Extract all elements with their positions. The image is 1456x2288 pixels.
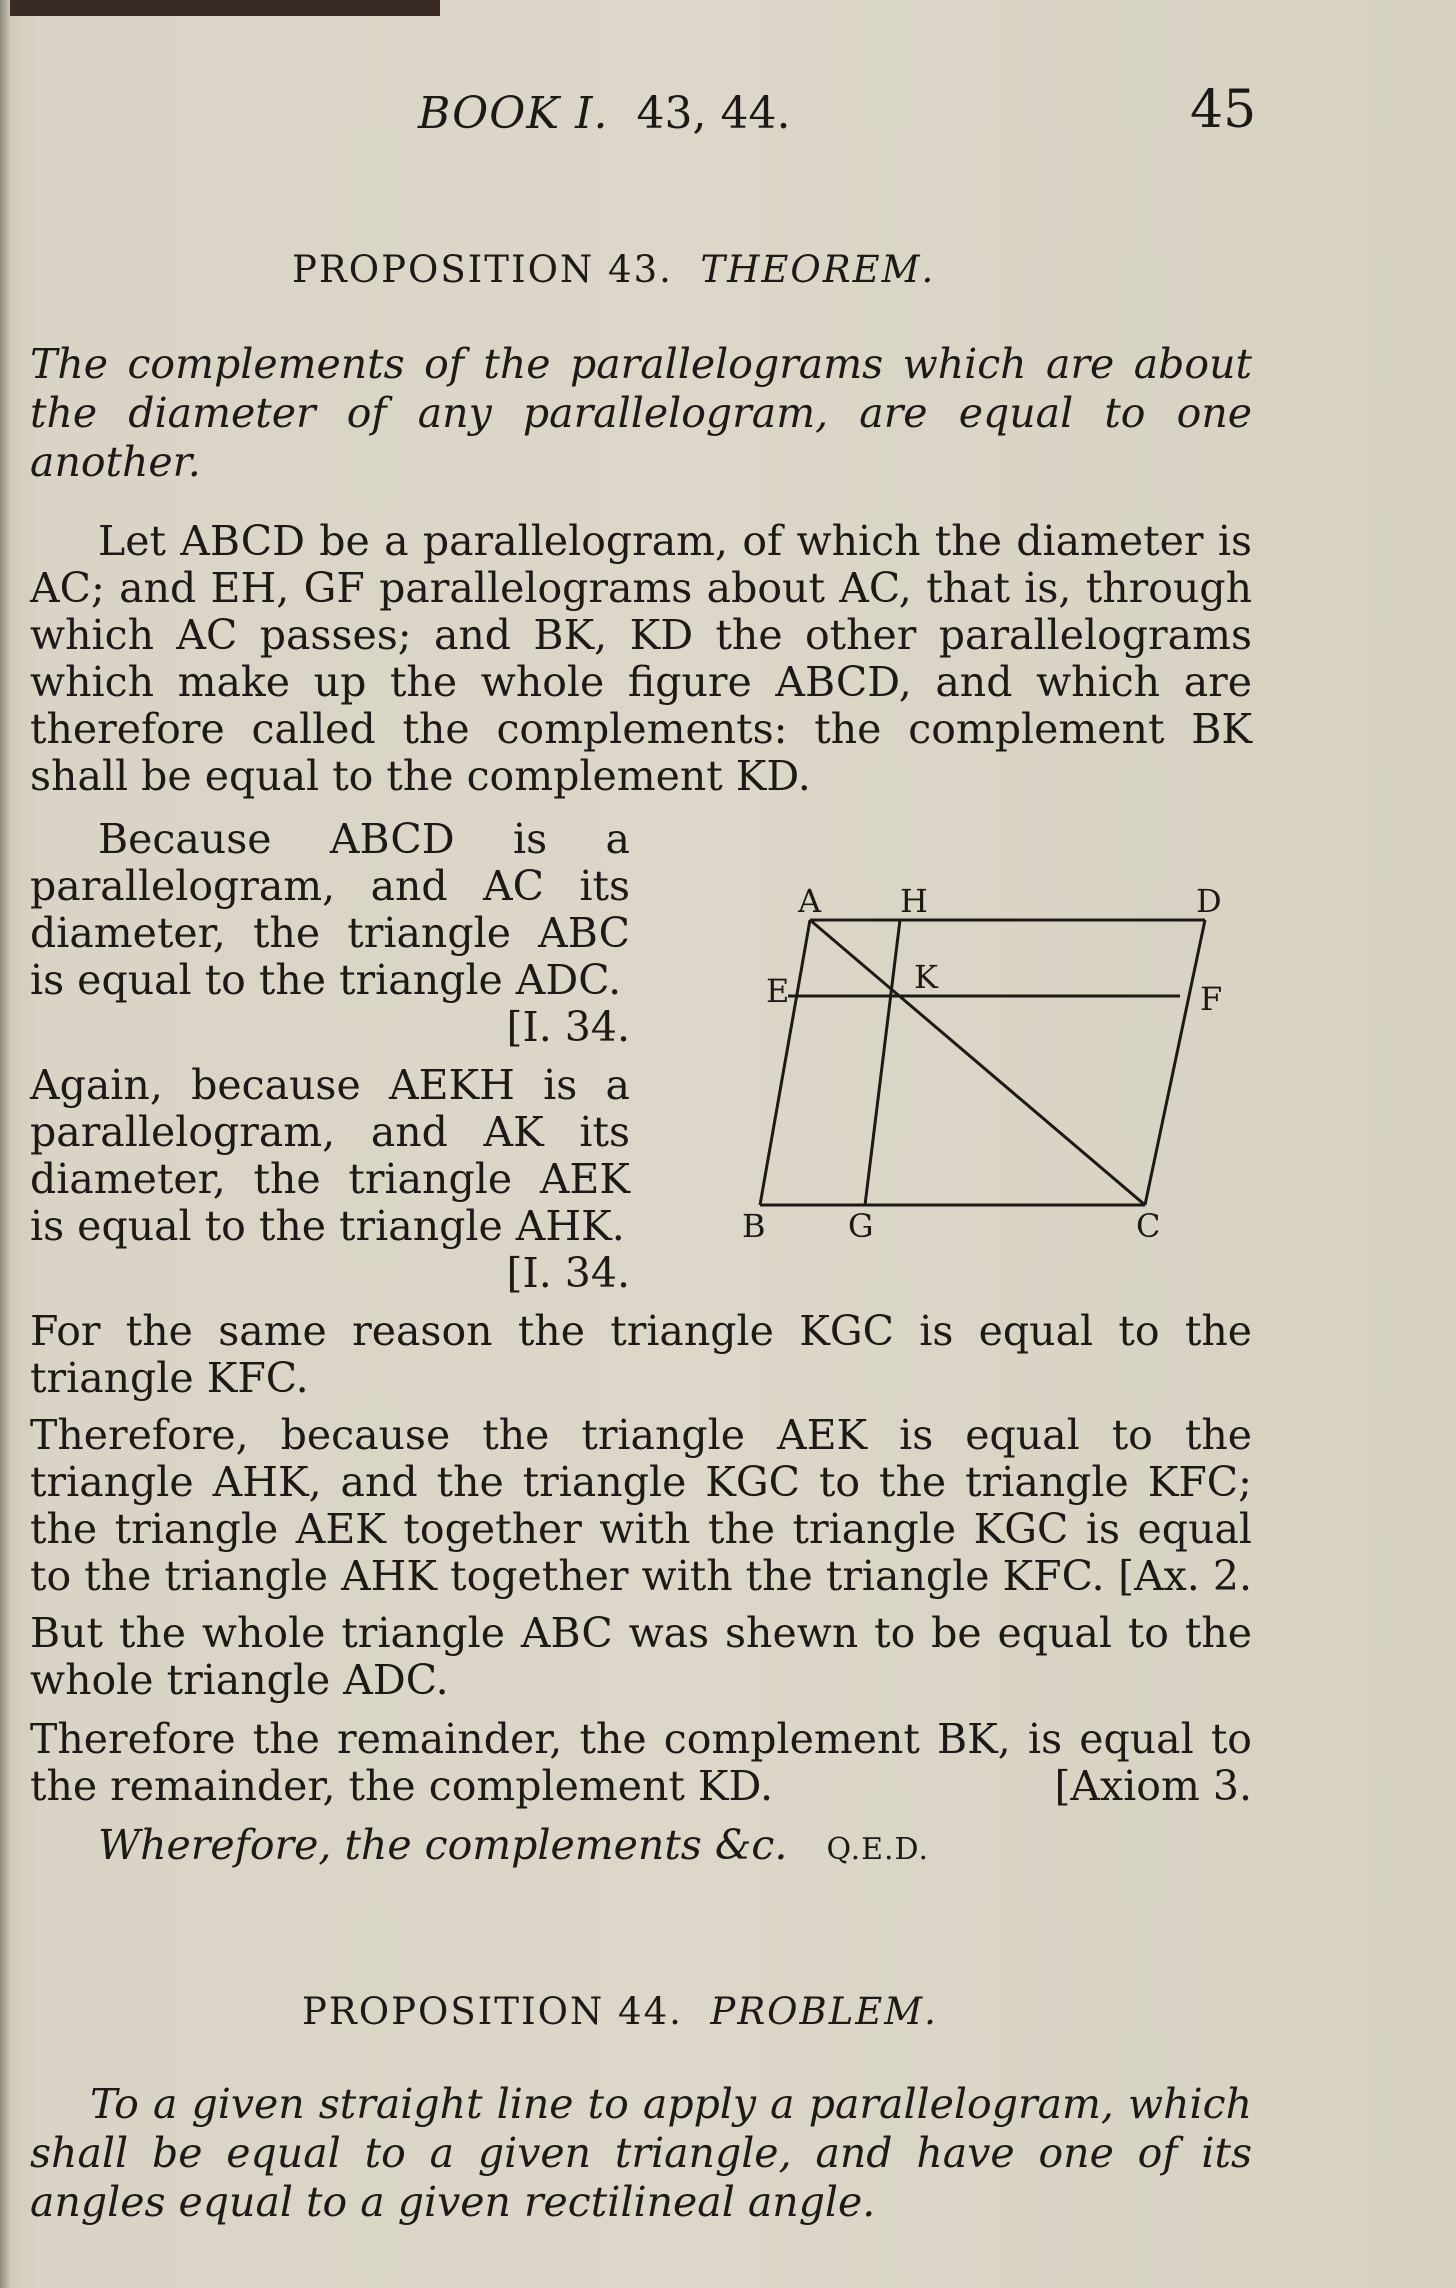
parallelogram-figure bbox=[700, 880, 1260, 1260]
page-top-edge bbox=[0, 0, 440, 16]
proof-step-1-text: Because ABCD is a parallelogram, and AC its diameter, the triangle ABC is equal to the triangle ADC. bbox=[30, 815, 630, 1004]
label-C: C bbox=[1136, 1207, 1161, 1245]
running-header bbox=[418, 88, 790, 139]
label-D: D bbox=[1196, 882, 1222, 920]
proof-step-4-reference: [Ax. 2. bbox=[1118, 1552, 1252, 1600]
side-DC bbox=[1145, 920, 1205, 1205]
running-sections: 43, 44. bbox=[636, 88, 791, 139]
proposition-43-conclusion bbox=[30, 1822, 1252, 1873]
proposition-44-number: PROPOSITION 44. bbox=[302, 1990, 683, 2033]
label-H: H bbox=[900, 882, 928, 920]
label-B: B bbox=[742, 1207, 766, 1245]
line-HG bbox=[865, 920, 900, 1205]
proposition-44-enunciation: To a given straight line to apply a parallelogram, which shall be equal to a given triangle, and have one of its angles equal to a given rectilineal angle. bbox=[30, 2080, 1252, 2226]
proposition-43-heading bbox=[292, 248, 935, 291]
proof-step-6-reference: [Axiom 3. bbox=[1054, 1762, 1252, 1810]
proof-step-2-text: Again, because AEKH is a parallelogram, and AK its diameter, the triangle AEK is equal to the triangle AHK. bbox=[30, 1061, 630, 1250]
proposition-44-kind: PROBLEM. bbox=[710, 1990, 938, 2033]
proposition-43-number: PROPOSITION 43. bbox=[292, 248, 673, 291]
label-E: E bbox=[766, 972, 790, 1010]
qed-mark: Q.E.D. bbox=[826, 1832, 930, 1867]
proof-step-6-text: Therefore the remainder, the complement BK, is equal to the remainder, the complement KD. bbox=[30, 1715, 1252, 1810]
proof-step-5: But the whole triangle ABC was shewn to be equal to the whole triangle ADC. bbox=[30, 1609, 1252, 1704]
proof-step-2-reference: [I. 34. bbox=[506, 1249, 630, 1297]
proposition-44-heading bbox=[302, 1990, 938, 2033]
label-F: F bbox=[1200, 980, 1223, 1018]
side-AB bbox=[760, 920, 810, 1205]
proof-step-1 bbox=[30, 816, 630, 1051]
proposition-43-enunciation: The complements of the parallelograms which are about the diameter of any parallelogram, are equal to one another. bbox=[30, 340, 1252, 486]
running-title: BOOK I. bbox=[418, 88, 609, 139]
label-G: G bbox=[848, 1207, 874, 1245]
proposition-43-kind: THEOREM. bbox=[700, 248, 936, 291]
proof-step-4 bbox=[30, 1412, 1252, 1600]
proof-step-1-reference: [I. 34. bbox=[506, 1003, 630, 1051]
proposition-43-setup: Let ABCD be a parallelogram, of which the diameter is AC; and EH, GF parallelograms about AC, that is, through which AC passes; and BK, KD the other parallelograms which make up the whole figure ABCD, and which are therefore called the complements: the complement BK shall be equal to the complement KD. bbox=[30, 517, 1252, 800]
diameter-AC bbox=[810, 920, 1145, 1205]
proof-step-3: For the same reason the triangle KGC is equal to the triangle KFC. bbox=[30, 1307, 1252, 1402]
conclusion-text: Wherefore, the complements &c. bbox=[98, 1821, 788, 1869]
label-A: A bbox=[798, 882, 822, 920]
label-K: K bbox=[914, 958, 938, 996]
page-number: 45 bbox=[1190, 80, 1257, 140]
proof-step-6 bbox=[30, 1716, 1252, 1810]
proof-step-4-text: Therefore, because the triangle AEK is equal to the triangle AHK, and the triangle KGC to the triangle KFC; the triangle AEK together with the triangle KGC is equal to the triangle AHK together with the triangle KFC. bbox=[30, 1411, 1252, 1600]
page-gutter-edge bbox=[0, 0, 10, 2288]
proof-step-2 bbox=[30, 1062, 630, 1297]
